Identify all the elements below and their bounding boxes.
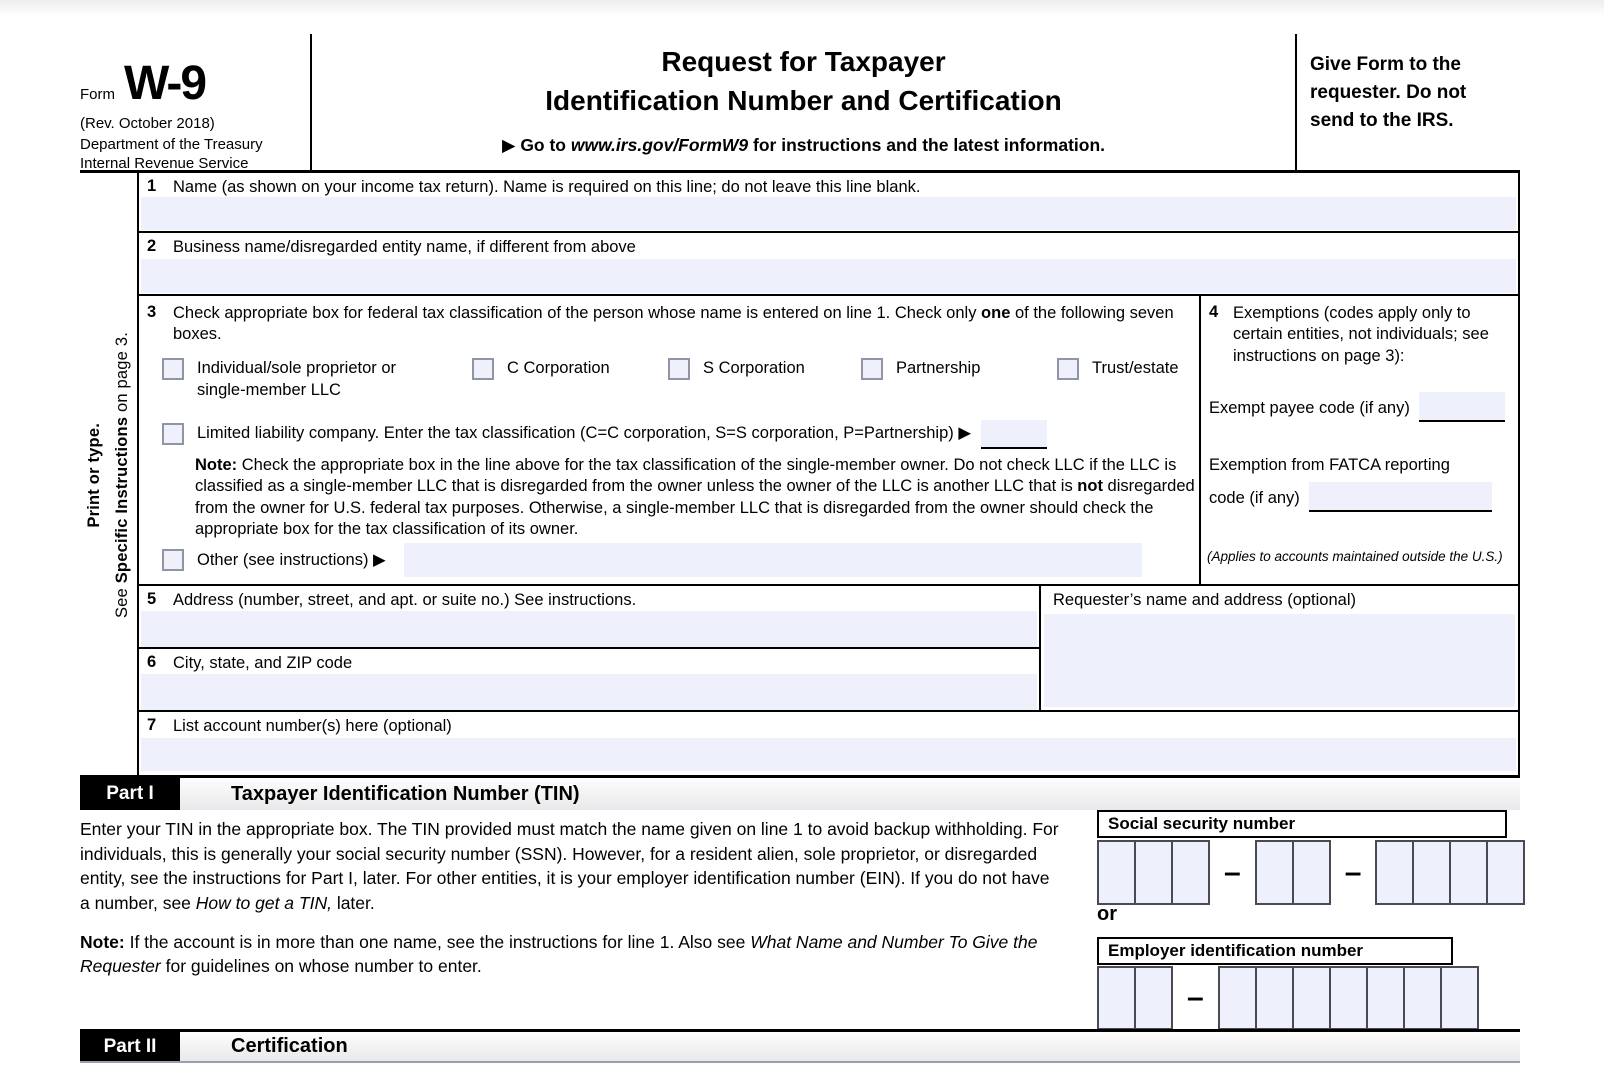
tin-digit-cell[interactable] [1134, 840, 1173, 905]
fatca-label-line1: Exemption from FATCA reporting [1209, 456, 1450, 474]
partnership-label: Partnership [896, 359, 981, 377]
print-or-type-sidebar [80, 173, 137, 778]
option-s-corporation [668, 358, 805, 380]
llc-checkbox[interactable] [162, 423, 184, 445]
fatca-code-input[interactable] [1309, 482, 1492, 512]
applies-outside-us-note: (Applies to accounts maintained outside the U.S.) [1207, 549, 1503, 564]
ein-input-cells[interactable] [1097, 966, 1479, 1030]
form-body [137, 173, 1520, 778]
tax-classification-section [139, 296, 1199, 584]
c-corporation-checkbox[interactable] [472, 358, 494, 380]
tin-digit-cell[interactable] [1255, 840, 1294, 905]
part2-header-bar [80, 1029, 1520, 1063]
line2-number: 2 [147, 237, 157, 255]
exempt-payee-code-input[interactable] [1419, 392, 1505, 422]
tin-digit-cell[interactable] [1097, 840, 1136, 905]
part1-badge: Part I [80, 778, 180, 810]
requester-name-address-input[interactable] [1044, 614, 1515, 707]
address-requester-row [139, 586, 1518, 712]
requester-section [1039, 586, 1518, 710]
tin-digit-cell[interactable] [1097, 966, 1136, 1030]
s-corporation-checkbox[interactable] [668, 358, 690, 380]
line1-label: Name (as shown on your income tax return). Name is required on this line; do not leave this line blank. [173, 178, 921, 196]
c-corporation-label: C Corporation [507, 359, 610, 377]
exemptions-section [1199, 296, 1518, 584]
name-input[interactable] [141, 197, 1516, 230]
line6-number: 6 [147, 653, 157, 671]
line7-number: 7 [147, 716, 157, 734]
line7-label: List account number(s) here (optional) [173, 717, 452, 735]
part2-badge: Part II [80, 1032, 180, 1061]
tin-digit-cell[interactable] [1292, 966, 1331, 1030]
tin-dash: – [1187, 981, 1204, 1014]
individual-label: Individual/sole proprietor or single-member LLC [197, 359, 397, 399]
tin-digit-cell[interactable] [1171, 840, 1210, 905]
trust-estate-label: Trust/estate [1092, 359, 1179, 377]
give-form-line2: requester. Do not [1310, 82, 1467, 104]
or-label: or [1097, 903, 1117, 925]
tin-digit-cell[interactable] [1134, 966, 1173, 1030]
line4-label: Exemptions (codes apply only to certain entities, not individuals; see instructions on page 3): [1233, 304, 1489, 365]
line3-line4-row [139, 296, 1518, 586]
address-input[interactable] [141, 611, 1037, 647]
line3-number: 3 [147, 303, 157, 321]
form-revision: (Rev. October 2018) [80, 115, 215, 132]
see-instructions-label: See Specific Instructions on page 3. [113, 332, 132, 619]
form-title-line2: Identification Number and Certification [545, 84, 1062, 116]
line3-label: Check appropriate box for federal tax classification of the person whose name is entered on line 1. Check only one of the following seven boxes. [173, 304, 1174, 344]
s-corporation-label: S Corporation [703, 359, 805, 377]
tin-digit-cell[interactable] [1375, 840, 1414, 905]
tin-dash: – [1344, 855, 1362, 889]
line6-label: City, state, and ZIP code [173, 654, 353, 672]
line5-number: 5 [147, 590, 157, 608]
option-trust-estate [1057, 358, 1179, 380]
ssn-input-cells[interactable] [1097, 840, 1525, 905]
partnership-checkbox[interactable] [861, 358, 883, 380]
part1-header-bar [80, 775, 1520, 810]
tin-digit-cell[interactable] [1218, 966, 1257, 1030]
llc-classification-input[interactable] [981, 420, 1047, 449]
line1-row [139, 173, 1518, 233]
tin-digit-cell[interactable] [1449, 840, 1488, 905]
option-other [162, 542, 1142, 578]
line1-number: 1 [147, 177, 157, 195]
other-checkbox[interactable] [162, 549, 184, 571]
option-individual [162, 358, 447, 402]
trust-estate-checkbox[interactable] [1057, 358, 1079, 380]
line5-label: Address (number, street, and apt. or suite no.) See instructions. [173, 591, 637, 609]
account-numbers-input[interactable] [141, 738, 1516, 771]
tin-paragraph: Enter your TIN in the appropriate box. The TIN provided must match the name given on line 1 to avoid backup withholding. For individuals, this is generally your social security number (SSN). However, for a resident alien, sole proprietor, or disregarded entity, see the instructions for Part I, later. For other entities, it is your employer identification number (EIN). If you do not have a number, see How to get a TIN, later. [80, 819, 1059, 914]
line4-number: 4 [1209, 303, 1219, 321]
city-state-zip-input[interactable] [141, 674, 1037, 710]
give-form-note [1297, 34, 1520, 170]
business-name-input[interactable] [141, 259, 1516, 293]
ssn-label: Social security number [1097, 810, 1507, 838]
department-line: Department of the Treasury [80, 136, 263, 153]
option-c-corporation [472, 358, 610, 380]
form-word: Form [80, 86, 115, 103]
tin-note: Note: If the account is in more than one name, see the instructions for line 1. Also see What Name and Number To Give the Requester for guidelines on whose number to enter. [80, 931, 1038, 977]
form-title-line1: Request for Taxpayer [661, 46, 946, 77]
option-partnership [861, 358, 980, 380]
option-llc [162, 423, 1047, 449]
individual-checkbox[interactable] [162, 358, 184, 380]
goto-instructions-line: ▶ Go to www.irs.gov/FormW9 for instructions and the latest information. [502, 135, 1105, 156]
exempt-payee-label: Exempt payee code (if any) [1209, 399, 1410, 417]
tin-digit-cell[interactable] [1403, 966, 1442, 1030]
llc-label: Limited liability company. Enter the tax classification (C=C corporation, S=S corporation, P=Partnership) ▶ [197, 424, 972, 442]
agency-line: Internal Revenue Service [80, 155, 249, 173]
line7-row [139, 712, 1518, 778]
tin-digit-cell[interactable] [1486, 840, 1525, 905]
tin-dash: – [1224, 855, 1241, 889]
form-header [80, 34, 1520, 173]
tin-instructions [80, 817, 1060, 979]
line2-row [139, 233, 1518, 296]
give-form-line3: send to the IRS. [1310, 110, 1454, 132]
tin-digit-cell[interactable] [1255, 966, 1294, 1030]
tin-digit-cell[interactable] [1366, 966, 1405, 1030]
ein-label: Employer identification number [1097, 937, 1453, 965]
part2-title: Certification [231, 1035, 348, 1057]
form-number: W-9 [124, 57, 206, 110]
tin-digit-cell[interactable] [1329, 966, 1368, 1030]
requester-label: Requester’s name and address (optional) [1053, 591, 1356, 609]
other-input[interactable] [404, 543, 1142, 577]
form-identity-block [80, 34, 310, 173]
address-section [139, 586, 1039, 710]
line2-label: Business name/disregarded entity name, if different from above [173, 238, 636, 256]
tin-digit-cell[interactable] [1412, 840, 1451, 905]
llc-note: Note: Check the appropriate box in the line above for the tax classification of the single-member owner. Do not check LLC if the LLC is classified as a single-member LLC that is disregarded from the owner unless the owner of the LLC is another LLC that is not disregarded from the owner for U.S. federal tax purposes. Otherwise, a single-member LLC that is disregarded from the owner should check the appropriate box for the tax classification of its owner. [195, 456, 1195, 539]
print-or-type-label: Print or type. [84, 423, 103, 528]
fatca-label-line2: code (if any) [1209, 489, 1300, 507]
part1-title: Taxpayer Identification Number (TIN) [231, 782, 580, 805]
give-form-line1: Give Form to the [1310, 54, 1461, 75]
tin-digit-cell[interactable] [1292, 840, 1331, 905]
tin-digit-cell[interactable] [1440, 966, 1479, 1030]
form-title-block [310, 34, 1297, 170]
page-top-shadow [0, 0, 1604, 16]
other-label: Other (see instructions) ▶ [197, 551, 386, 569]
